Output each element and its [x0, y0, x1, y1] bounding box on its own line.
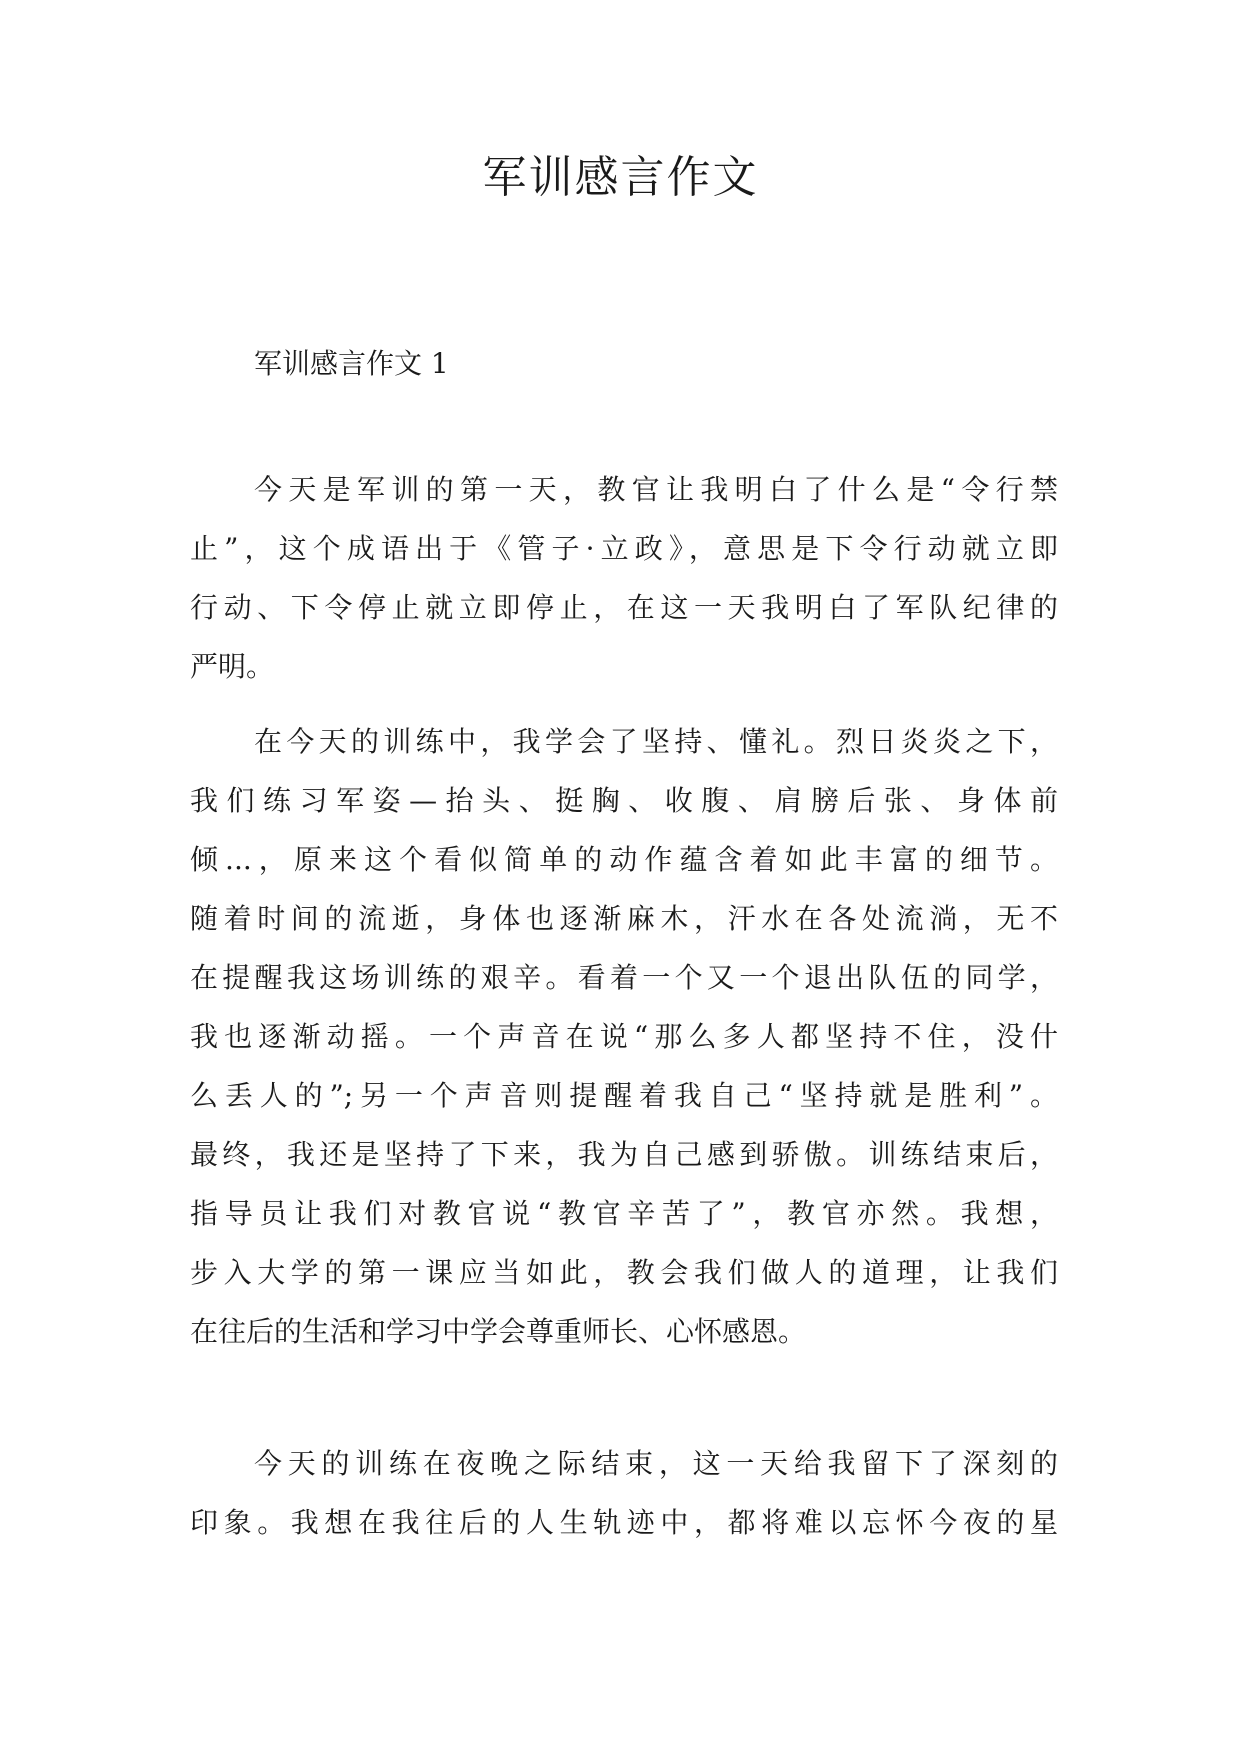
- paragraph-2: [190, 712, 1058, 1361]
- paragraph-1: [190, 460, 1058, 696]
- paragraph-line: 印象。我想在我往后的人生轨迹中，都将难以忘怀今夜的星: [190, 1506, 1058, 1539]
- paragraph-line: 我们练习军姿—抬头、挺胸、收腹、肩膀后张、身体前: [190, 784, 1058, 817]
- paragraph-line: 随着时间的流逝，身体也逐渐麻木，汗水在各处流淌，无不: [190, 902, 1058, 935]
- paragraph-line: 倾...，原来这个看似简单的动作蕴含着如此丰富的细节。: [190, 843, 1058, 876]
- paragraph-line: 我也逐渐动摇。一个声音在说“那么多人都坚持不住，没什: [190, 1020, 1058, 1053]
- paragraph-line: 指导员让我们对教官说“教官辛苦了”，教官亦然。我想，: [190, 1197, 1058, 1230]
- paragraph-line: 在今天的训练中，我学会了坚持、懂礼。烈日炎炎之下，: [254, 725, 1058, 758]
- paragraph-line: 在往后的生活和学习中学会尊重师长、心怀感恩。: [190, 1315, 807, 1348]
- document-title: 军训感言作文: [482, 152, 759, 203]
- paragraph-line: 步入大学的第一课应当如此，教会我们做人的道理，让我们: [190, 1256, 1058, 1289]
- paragraph-line: 严明。: [190, 650, 275, 683]
- paragraph-line: 今天的训练在夜晚之际结束，这一天给我留下了深刻的: [254, 1447, 1058, 1480]
- paragraph-line: 行动、下令停止就立即停止，在这一天我明白了军队纪律的: [190, 591, 1058, 624]
- paragraph-line: 在提醒我这场训练的艰辛。看着一个又一个退出队伍的同学，: [190, 961, 1058, 994]
- paragraph-3: [190, 1434, 1058, 1552]
- paragraph-line: 止”，这个成语出于《管子·立政》，意思是下令行动就立即: [190, 532, 1058, 565]
- paragraph-line: 今天是军训的第一天，教官让我明白了什么是“令行禁: [254, 473, 1058, 506]
- paragraph-line: 么丢人的”;另一个声音则提醒着我自己“坚持就是胜利”。: [190, 1079, 1058, 1112]
- section-heading: 军训感言作文 1: [254, 347, 449, 380]
- paragraph-line: 最终，我还是坚持了下来，我为自己感到骄傲。训练结束后，: [190, 1138, 1058, 1171]
